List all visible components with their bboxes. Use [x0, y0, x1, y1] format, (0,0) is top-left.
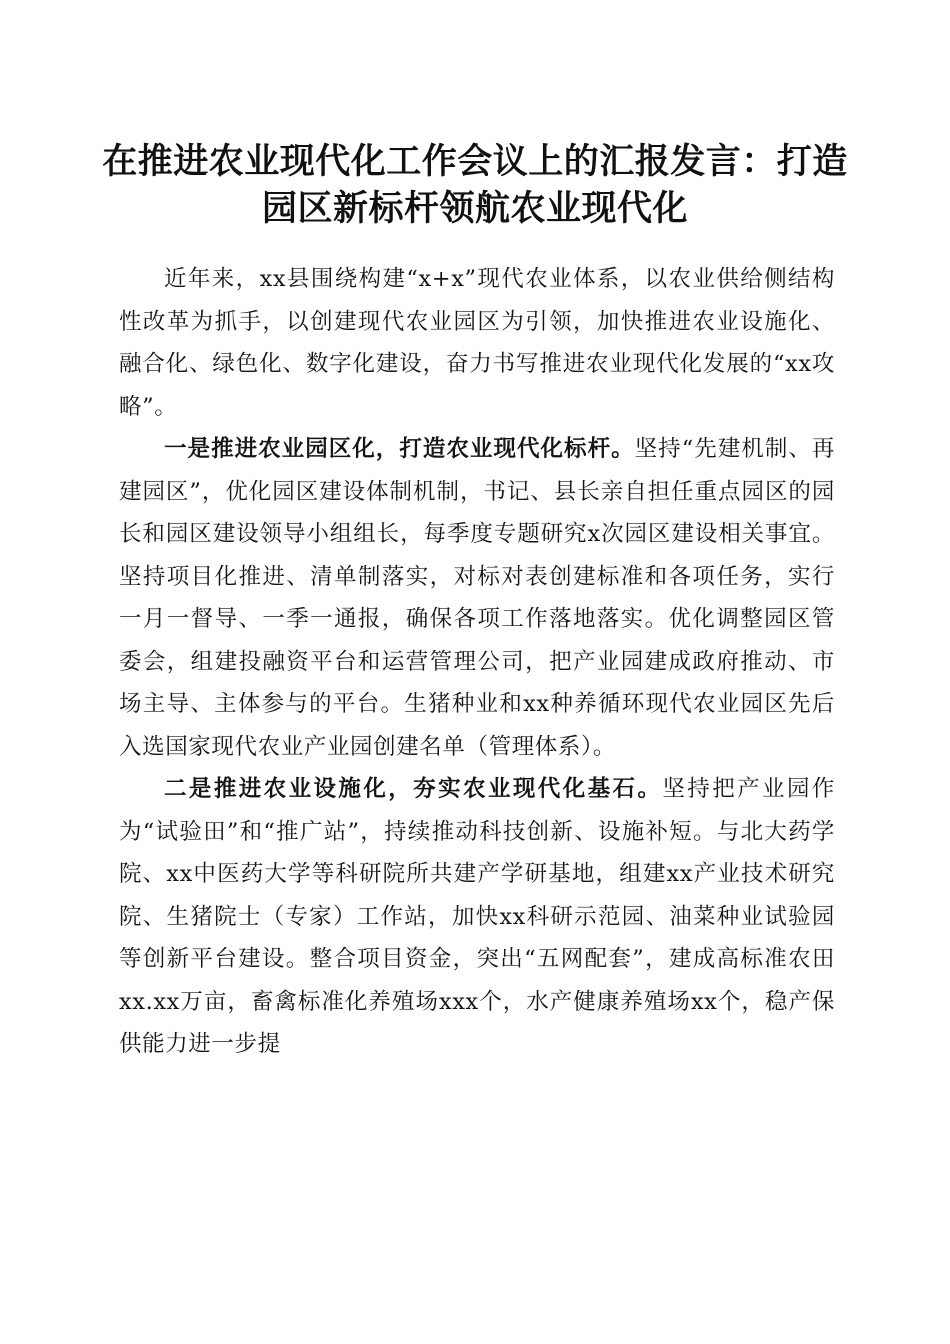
- paragraph-point-two: [119, 768, 835, 1066]
- paragraph-lead: 一是推进农业园区化，打造农业现代化标杆。: [164, 436, 635, 462]
- document-body: [119, 258, 835, 1066]
- paragraph-text: 近年来，xx县围绕构建“x+x”现代农业体系，以农业供给侧结构性改革为抓手，以创建现代农业园区为引领，加快推进农业设施化、融合化、绿色化、数字化建设，奋力书写推进农业现代化发展的“xx攻略”。: [119, 266, 835, 420]
- paragraph-text: 坚持“先建机制、再建园区”，优化园区建设体制机制，书记、县长亲自担任重点园区的园长和园区建设领导小组组长，每季度专题研究x次园区建设相关事宜。坚持项目化推进、清单制落实，对标对表创建标准和各项任务，实行一月一督导、一季一通报，确保各项工作落地落实。优化调整园区管委会，组建投融资平台和运营管理公司，把产业园建成政府推动、市场主导、主体参与的平台。生猪种业和xx种养循环现代农业园区先后入选国家现代农业产业园创建名单（管理体系）。: [119, 436, 835, 760]
- paragraph-text: 坚持把产业园作为“试验田”和“推广站”，持续推动科技创新、设施补短。与北大药学院、xx中医药大学等科研院所共建产学研基地，组建xx产业技术研究院、生猪院士（专家）工作站，加快xx科研示范园、油菜种业试验园等创新平台建设。整合项目资金，突出“五网配套”，建成高标准农田xx.xx万亩，畜禽标准化养殖场xxx个，水产健康养殖场xx个，稳产保供能力进一步提: [119, 776, 835, 1057]
- page-title: 在推进农业现代化工作会议上的汇报发言：打造园区新标杆领航农业现代化: [102, 141, 848, 229]
- paragraph-intro: [119, 258, 835, 428]
- paragraph-point-one: [119, 428, 835, 768]
- paragraph-lead: 二是推进农业设施化，夯实农业现代化基石。: [164, 776, 663, 802]
